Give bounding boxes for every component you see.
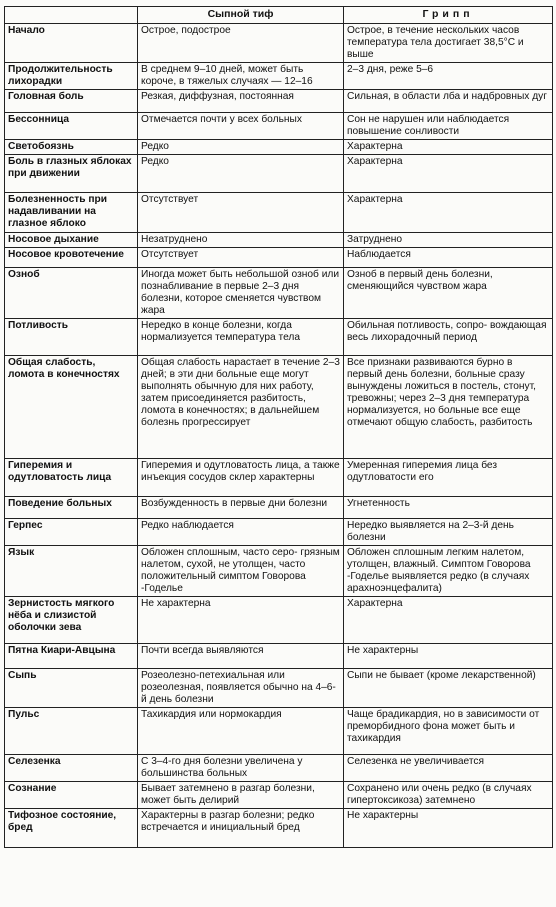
typhus-cell: Резкая, диффузная, постоянная [138,90,344,113]
flu-cell: Нередко выявляется на 2–3-й день болезни [344,519,553,546]
typhus-cell: Гиперемия и одутловатость лица, а также инъекция сосудов склер характерны [138,459,344,497]
typhus-cell: Розеолезно-петехиальная или розеолезная, появляется обычно на 4–6-й день болезни [138,669,344,708]
flu-cell: Характерна [344,193,553,233]
table-row [5,90,553,113]
typhus-cell: Нередко в конце болезни, когда нормализуется температура тела [138,319,344,356]
table-row [5,644,553,669]
flu-cell: Озноб в первый день болезни, сменяющийся чувством жара [344,268,553,319]
typhus-cell: Редко [138,140,344,155]
feature-cell: Сознание [5,782,138,809]
feature-cell: Озноб [5,268,138,319]
feature-cell: Бессонница [5,113,138,140]
feature-cell: Начало [5,24,138,63]
flu-cell: Угнетенность [344,497,553,519]
table-row [5,519,553,546]
flu-cell: Характерна [344,155,553,193]
flu-cell: Не характерны [344,809,553,848]
table-row [5,782,553,809]
header-typhus: Сыпной тиф [138,7,344,24]
header-row [5,7,553,24]
feature-cell: Тифозное состояние, бред [5,809,138,848]
flu-cell: Не характерны [344,644,553,669]
typhus-cell: Общая слабость нарастает в течение 2–3 дней; в эти дни больные еще могут выполнять обычную для них работу, затем присоединяется разбитость, ломота в конечностях; в дальнейшем болезнь прогрессирует [138,356,344,459]
feature-cell: Гиперемия и одутловатость лица [5,459,138,497]
feature-cell: Язык [5,546,138,597]
flu-cell: 2–3 дня, реже 5–6 [344,63,553,90]
feature-cell: Общая слабость, ломота в конечностях [5,356,138,459]
table-row [5,755,553,782]
feature-cell: Головная боль [5,90,138,113]
flu-cell: Характерна [344,140,553,155]
flu-cell: Селезенка не увеличивается [344,755,553,782]
feature-cell: Носовое кровотечение [5,248,138,268]
feature-cell: Герпес [5,519,138,546]
table-row [5,113,553,140]
feature-cell: Болезненность при надавливании на глазное яблоко [5,193,138,233]
table-row [5,24,553,63]
feature-cell: Селезенка [5,755,138,782]
table-row [5,248,553,268]
table-body [5,24,553,848]
typhus-cell: Не характерна [138,597,344,644]
flu-cell: Сон не нарушен или наблюдается повышение сонливости [344,113,553,140]
table-row [5,319,553,356]
feature-cell: Пульс [5,708,138,755]
table-row [5,356,553,459]
table-row [5,63,553,90]
typhus-cell: Обложен сплошным, часто серо- грязным налетом, сухой, не утолщен, часто положительный симптом Говорова -Годелье [138,546,344,597]
table-row [5,546,553,597]
typhus-cell: Отсутствует [138,193,344,233]
feature-cell: Сыпь [5,669,138,708]
flu-cell: Все признаки развиваются бурно в первый день болезни, больные сразу вынуждены ложиться в постель, стонут, тревожны; через 2–3 дня температура нормализуется, но больные все еще отмечают общую слабость, разбитость [344,356,553,459]
typhus-cell: С 3–4-го дня болезни увеличена у большинства больных [138,755,344,782]
typhus-cell: Иногда может быть небольшой озноб или познабливание в первые 2–3 дня болезни, которое сменяется чувством жара [138,268,344,319]
table-row [5,497,553,519]
flu-cell: Сохранено или очень редко (в случаях гипертоксикоза) затемнено [344,782,553,809]
flu-cell: Обильная потливость, сопро- вождающая весь лихорадочный период [344,319,553,356]
feature-cell: Пятна Киари-Авцына [5,644,138,669]
feature-cell: Боль в глазных яблоках при движении [5,155,138,193]
feature-cell: Зернистость мягкого нёба и слизистой оболочки зева [5,597,138,644]
typhus-cell: Возбужденность в первые дни болезни [138,497,344,519]
flu-cell: Наблюдается [344,248,553,268]
typhus-cell: Редко наблюдается [138,519,344,546]
typhus-cell: Острое, подострое [138,24,344,63]
header-feature [5,7,138,24]
flu-cell: Сыпи не бывает (кроме лекарственной) [344,669,553,708]
feature-cell: Светобоязнь [5,140,138,155]
typhus-cell: Почти всегда выявляются [138,644,344,669]
feature-cell: Носовое дыхание [5,233,138,248]
header-flu: Грипп [344,7,553,24]
feature-cell: Продолжительность лихорадки [5,63,138,90]
table-row [5,708,553,755]
table-row [5,809,553,848]
table-row [5,459,553,497]
typhus-cell: Тахикардия или нормокардия [138,708,344,755]
flu-cell: Острое, в течение нескольких часов температура тела достигает 38,5°С и выше [344,24,553,63]
typhus-cell: Отсутствует [138,248,344,268]
flu-cell: Умеренная гиперемия лица без одутловатости его [344,459,553,497]
feature-cell: Поведение больных [5,497,138,519]
table-row [5,155,553,193]
typhus-cell: В среднем 9–10 дней, может быть короче, в тяжелых случаях — 12–16 [138,63,344,90]
typhus-cell: Отмечается почти у всех больных [138,113,344,140]
feature-cell: Потливость [5,319,138,356]
typhus-cell: Бывает затемнено в разгар болезни, может быть делирий [138,782,344,809]
table-row [5,669,553,708]
flu-cell: Чаще брадикардия, но в зависимости от преморбидного фона может быть и тахикардия [344,708,553,755]
table-row [5,233,553,248]
table-row [5,597,553,644]
table-row [5,193,553,233]
flu-cell: Обложен сплошным легким налетом, утолщен, влажный. Симптом Говорова -Годелье выявляется редко (в случаях арахноэнцефалита) [344,546,553,597]
typhus-cell: Незатруднено [138,233,344,248]
table-row [5,268,553,319]
typhus-cell: Редко [138,155,344,193]
flu-cell: Сильная, в области лба и надбровных дуг [344,90,553,113]
typhus-cell: Характерны в разгар болезни; редко встречается и инициальный бред [138,809,344,848]
comparison-table [4,6,553,848]
flu-cell: Затруднено [344,233,553,248]
flu-cell: Характерна [344,597,553,644]
table-row [5,140,553,155]
